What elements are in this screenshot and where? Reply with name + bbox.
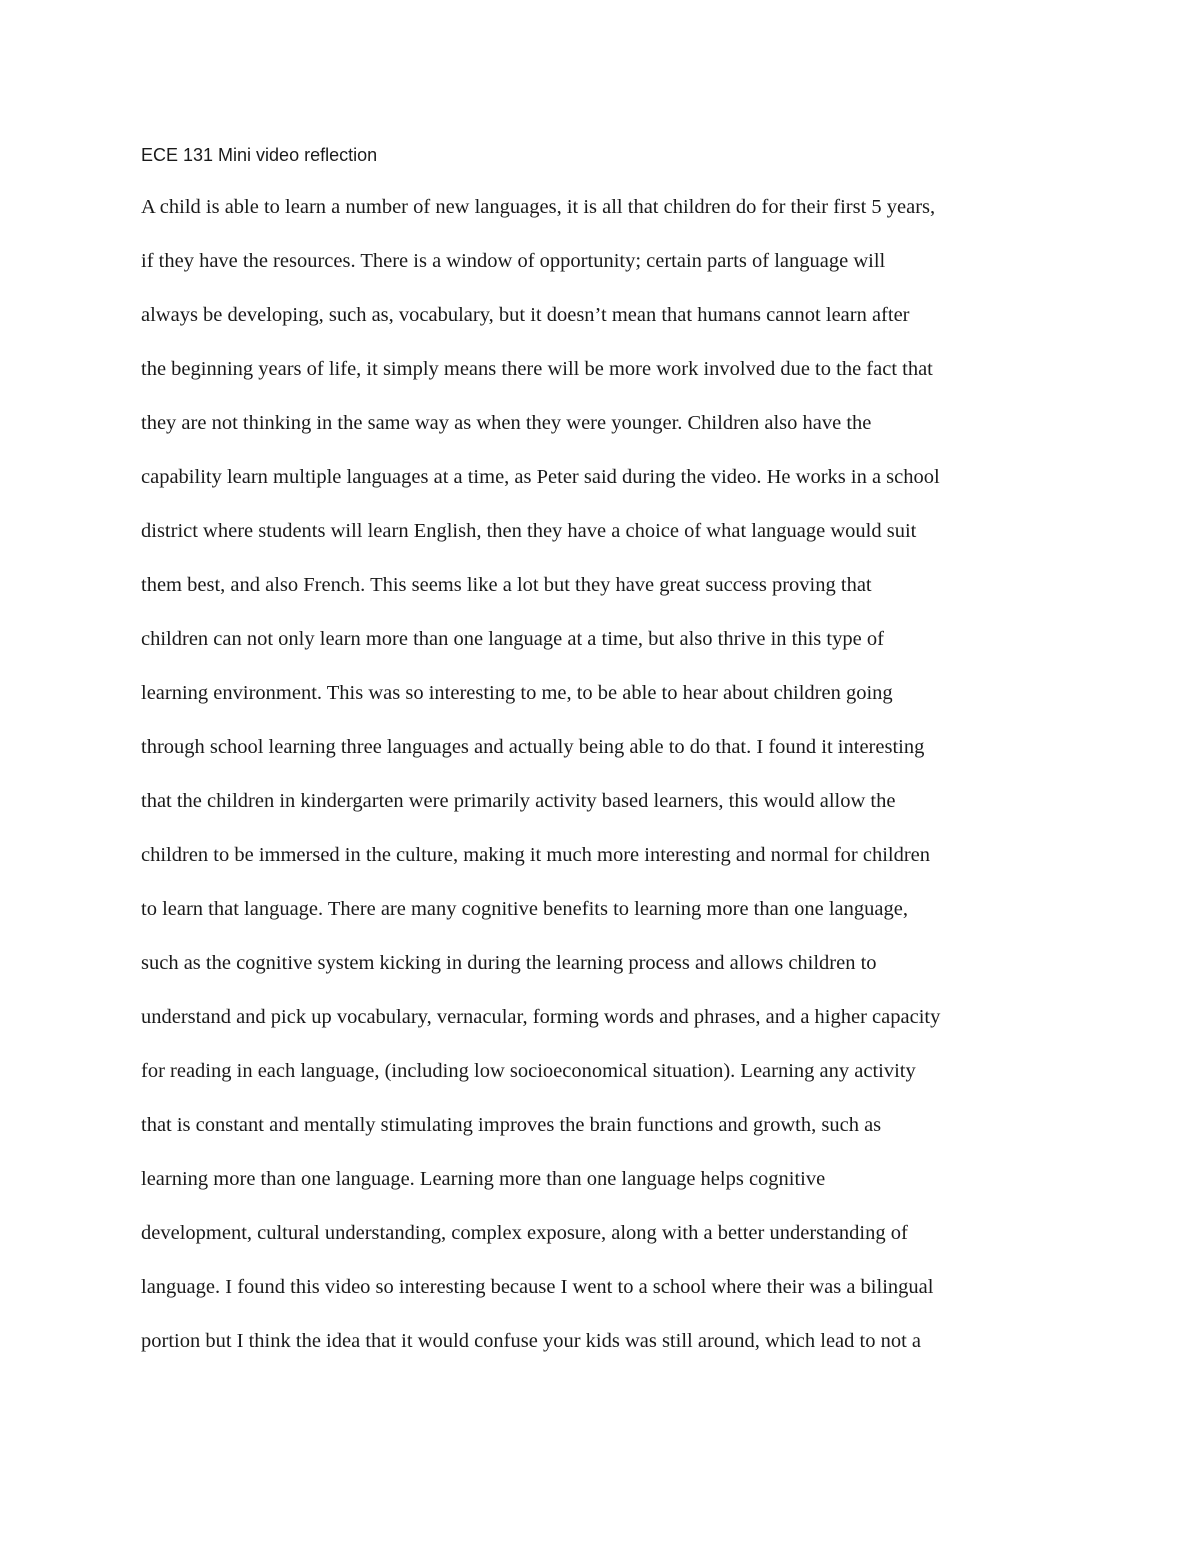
body-line: capability learn multiple languages at a time, as Peter said during the video. He works in a school [141,466,940,488]
body-line: children to be immersed in the culture, making it much more interesting and normal for children [141,844,931,866]
body-line: learning more than one language. Learning more than one language helps cognitive [141,1168,826,1190]
body-line: language. I found this video so interesting because I went to a school where their was a bilingual [141,1276,934,1298]
body-line: development, cultural understanding, complex exposure, along with a better understanding of [141,1222,908,1244]
body-line: A child is able to learn a number of new languages, it is all that children do for their first 5 years, [141,196,936,218]
body-line: children can not only learn more than one language at a time, but also thrive in this type of [141,628,884,650]
document-title: ECE 131 Mini video reflection [141,145,378,165]
document-body [141,180,1071,1368]
body-line: through school learning three languages and actually being able to do that. I found it interesting [141,736,925,758]
body-line: for reading in each language, (including low socioeconomical situation). Learning any activity [141,1060,916,1082]
body-line: if they have the resources. There is a window of opportunity; certain parts of language will [141,250,886,272]
body-line: understand and pick up vocabulary, vernacular, forming words and phrases, and a higher capacity [141,1006,941,1028]
body-line: that the children in kindergarten were primarily activity based learners, this would allow the [141,790,896,812]
body-line: such as the cognitive system kicking in during the learning process and allows children to [141,952,877,974]
body-line: the beginning years of life, it simply means there will be more work involved due to the fact that [141,358,933,380]
body-line: portion but I think the idea that it would confuse your kids was still around, which lead to not a [141,1330,922,1352]
body-line: that is constant and mentally stimulating improves the brain functions and growth, such as [141,1114,882,1136]
body-line: always be developing, such as, vocabulary, but it doesn’t mean that humans cannot learn after [141,304,910,326]
body-line: to learn that language. There are many cognitive benefits to learning more than one language, [141,898,908,920]
body-line: them best, and also French. This seems like a lot but they have great success proving that [141,574,872,596]
body-line: learning environment. This was so interesting to me, to be able to hear about children going [141,682,893,704]
body-line: district where students will learn English, then they have a choice of what language would suit [141,520,917,542]
body-line: they are not thinking in the same way as when they were younger. Children also have the [141,412,872,434]
